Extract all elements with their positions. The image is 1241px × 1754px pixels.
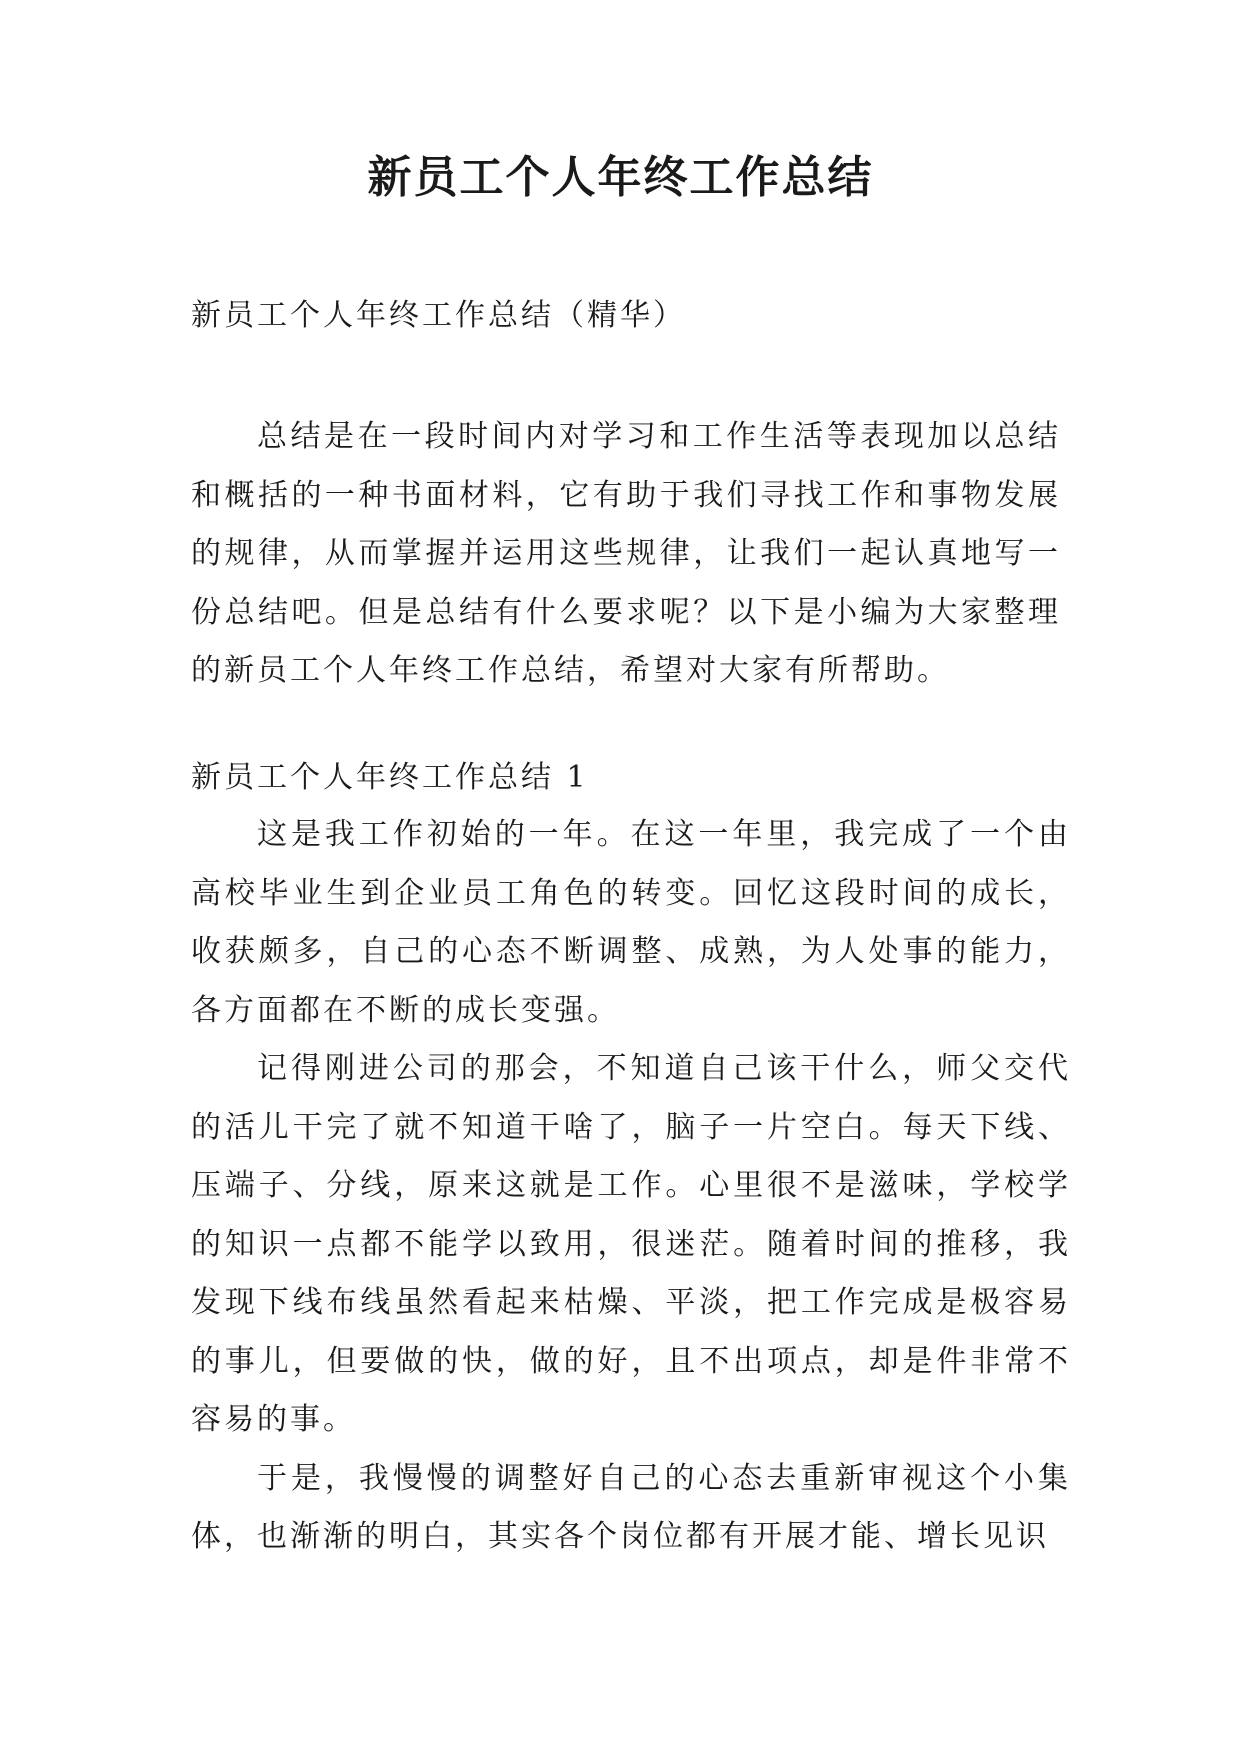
section-body (191, 806, 1071, 1567)
document-subtitle: 新员工个人年终工作总结（精华） (191, 298, 686, 333)
intro-paragraph: 总结是在一段时间内对学习和工作生活等表现加以总结和概括的一种书面材料，它有助于我们寻找工作和事物发展的规律，从而掌握并运用这些规律，让我们一起认真地写一份总结吧。但是总结有什么要求呢？以下是小编为大家整理的新员工个人年终工作总结，希望对大家有所帮助。 (191, 419, 1061, 688)
section-paragraph: 这是我工作初始的一年。在这一年里，我完成了一个由高校毕业生到企业员工角色的转变。回忆这段时间的成长，收获颇多，自己的心态不断调整、成熟，为人处事的能力，各方面都在不断的成长变强。 (191, 817, 1071, 1028)
section-paragraph: 记得刚进公司的那会，不知道自己该干什么，师父交代的活儿干完了就不知道干啥了，脑子一片空白。每天下线、压端子、分线，原来这就是工作。心里很不是滋味，学校学的知识一点都不能学以致用，很迷茫。随着时间的推移，我发现下线布线虽然看起来枯燥、平淡，把工作完成是极容易的事儿，但要做的快，做的好，且不出项点，却是件非常不容易的事。 (191, 1051, 1071, 1437)
section-paragraph: 于是，我慢慢的调整好自己的心态去重新审视这个小集体，也渐渐的明白，其实各个岗位都有开展才能、增长见识 (191, 1460, 1071, 1554)
section-heading: 新员工个人年终工作总结 1 (191, 760, 589, 795)
document-title: 新员工个人年终工作总结 (367, 152, 874, 203)
